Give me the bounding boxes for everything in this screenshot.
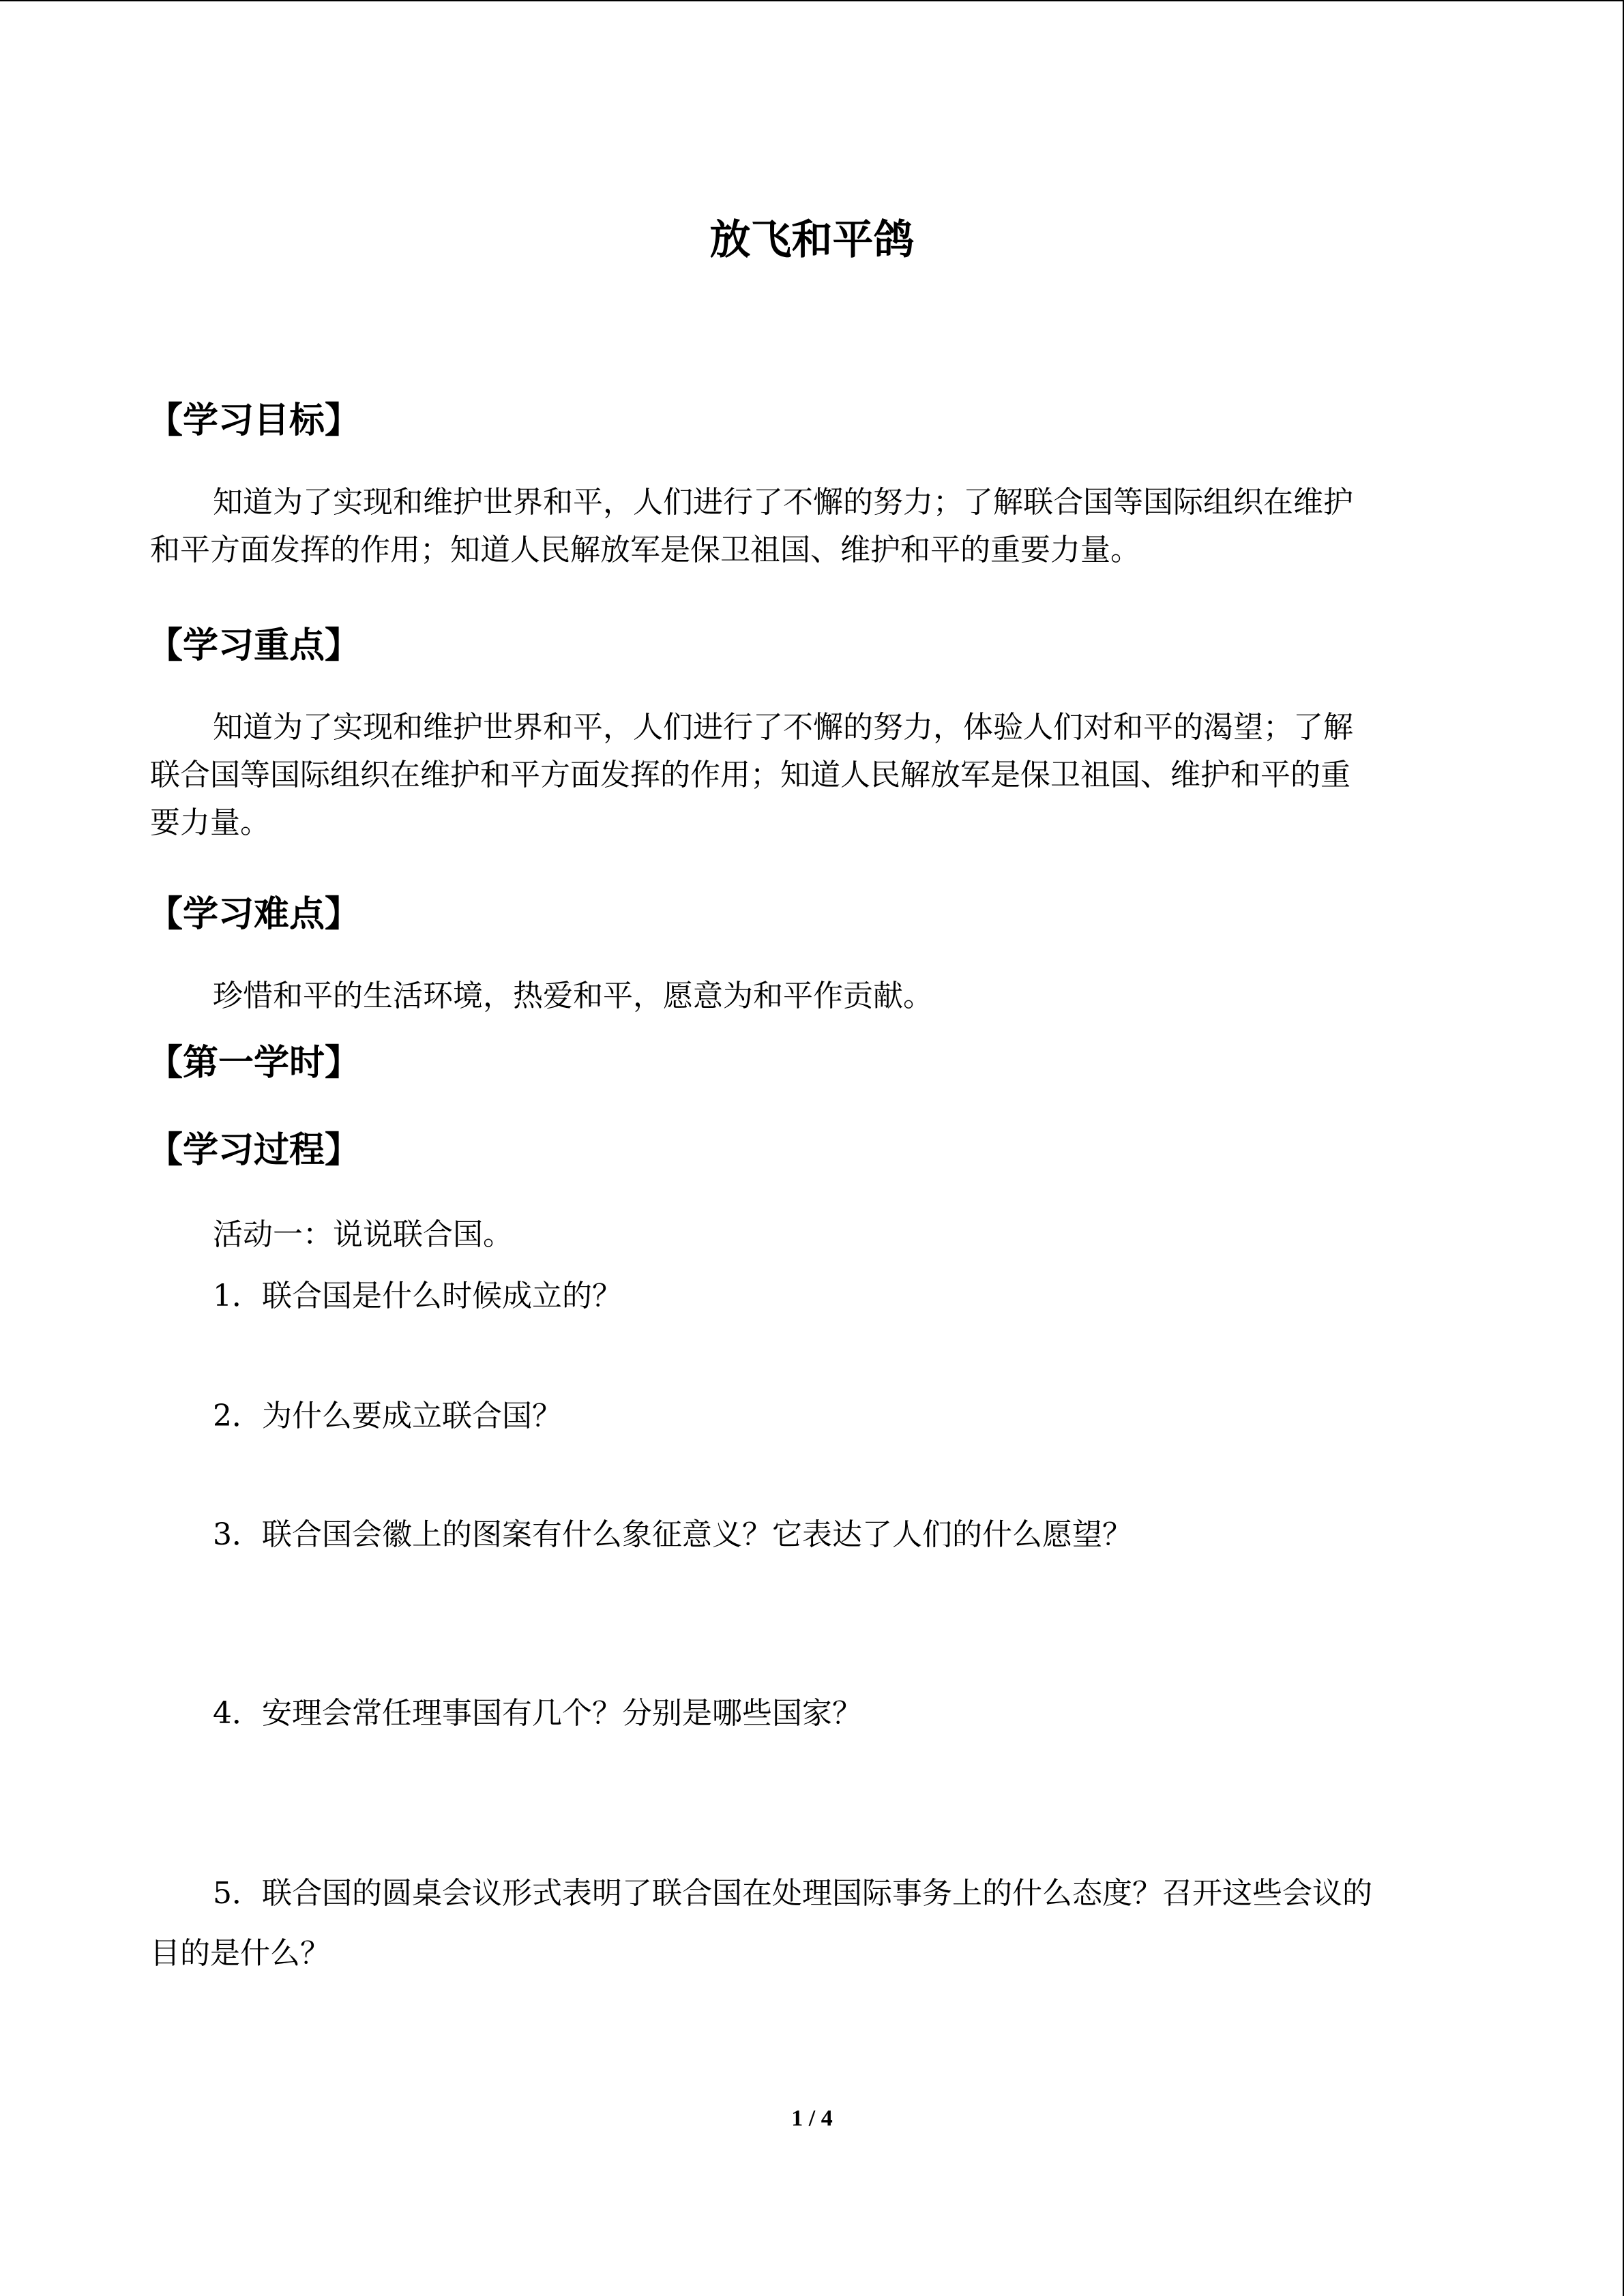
page-title: 放飞和平鸽 [709,216,915,264]
learning-goals-text [150,479,1460,574]
key-points-line-2: 联合国等国际组织在维护和平方面发挥的作用；知道人民解放军是保卫祖国、维护和平的重 [150,758,1350,792]
heading-difficulties: 【学习难点】 [147,894,361,935]
heading-learning-goals: 【学习目标】 [147,400,361,441]
key-points-line-1: 知道为了实现和维护世界和平，人们进行了不懈的努力，体验人们对和平的渴望；了解 [213,710,1353,745]
difficulties-text [150,972,1460,1020]
page-number: 1 / 4 [791,2106,833,2131]
heading-learning-process: 【学习过程】 [147,1130,361,1171]
learning-goals-line-2: 和平方面发挥的作用；知道人民解放军是保卫祖国、维护和平的重要力量。 [150,533,1140,567]
key-points-line-3: 要力量。 [150,805,270,840]
question-3: 3．联合国会徽上的图案有什么象征意义？它表达了人们的什么愿望？ [213,1517,1132,1552]
heading-key-points: 【学习重点】 [147,625,361,666]
learning-goals-line-1: 知道为了实现和维护世界和平，人们进行了不懈的努力；了解联合国等国际组织在维护 [213,485,1353,520]
question-5-continued: 目的是什么？ [150,1936,330,1971]
heading-first-lesson: 【第一学时】 [147,1043,361,1084]
question-2: 2．为什么要成立联合国？ [213,1399,562,1433]
key-points-text [150,704,1460,847]
activity-title: 活动一：说说联合国。 [213,1217,513,1252]
question-1: 1．联合国是什么时候成立的？ [213,1279,622,1313]
difficulties-line-1: 珍惜和平的生活环境，热爱和平，愿意为和平作贡献。 [213,979,933,1013]
question-4: 4．安理会常任理事国有几个？分别是哪些国家？ [213,1696,862,1731]
question-5: 5．联合国的圆桌会议形式表明了联合国在处理国际事务上的什么态度？召开这些会议的 [213,1876,1372,1911]
